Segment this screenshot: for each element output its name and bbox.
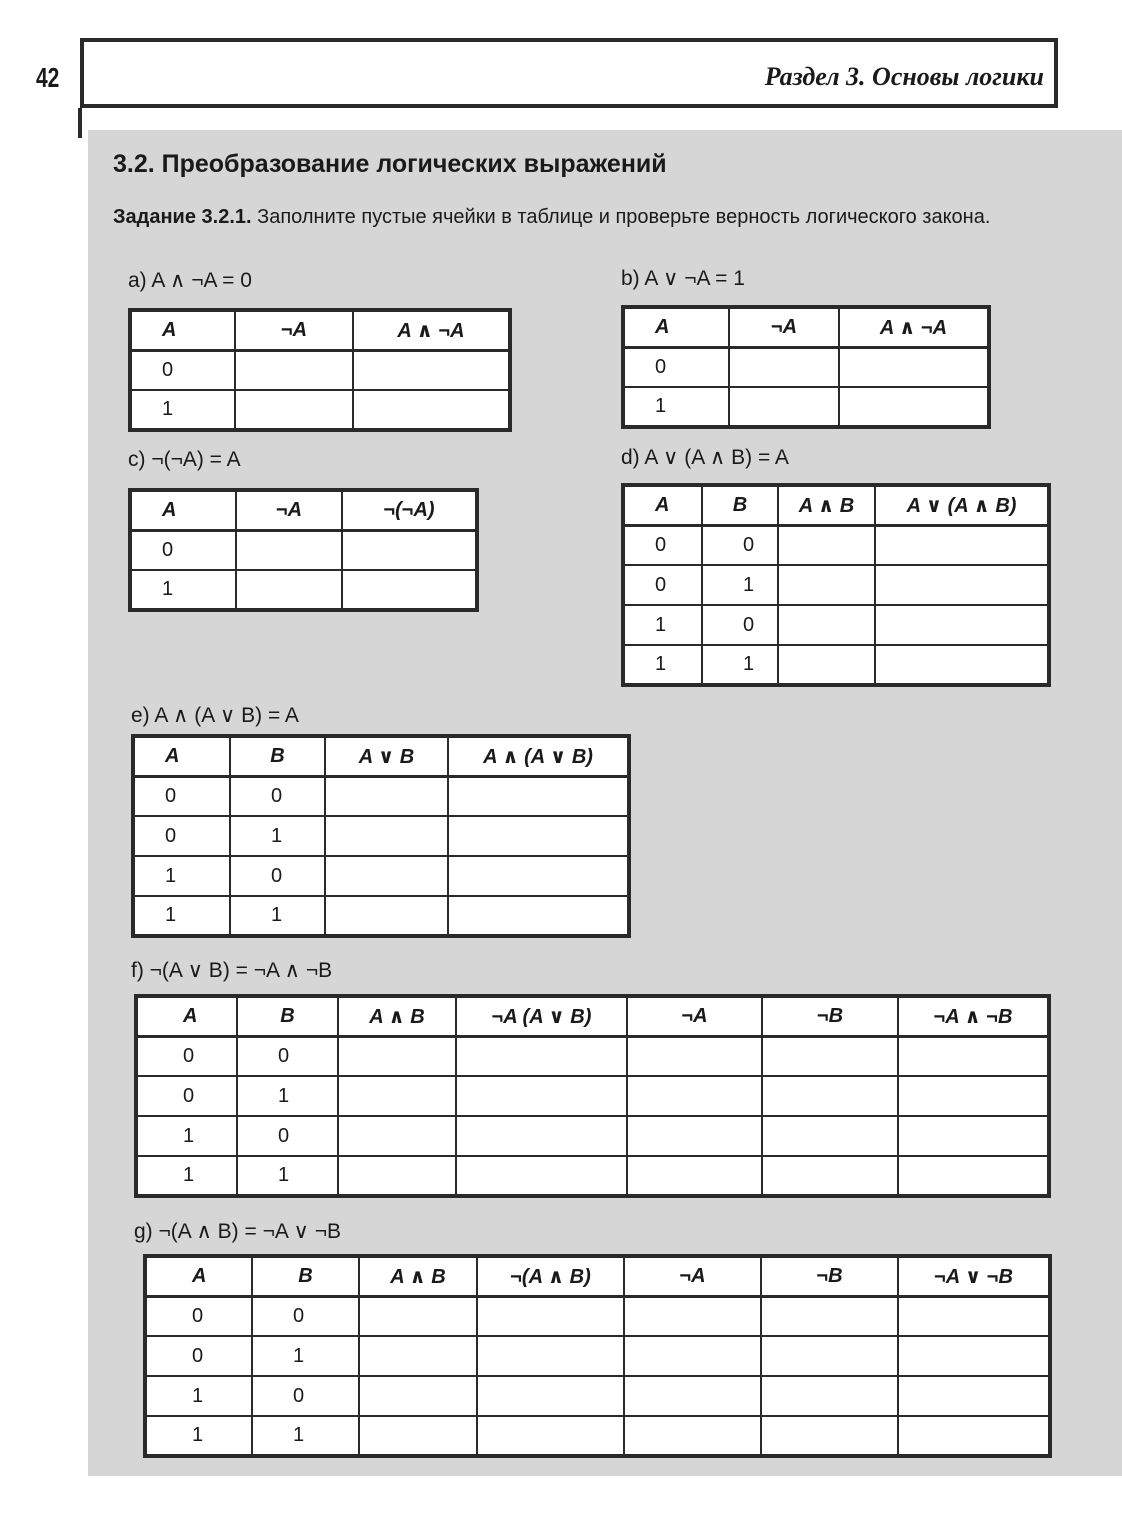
column-header: ¬A: [624, 1256, 761, 1296]
header-row: [130, 490, 477, 530]
header-row: [145, 1256, 1050, 1296]
answer-cell[interactable]: [729, 347, 839, 387]
column-header: A: [130, 310, 235, 350]
answer-cell[interactable]: [624, 1336, 761, 1376]
answer-cell[interactable]: [477, 1376, 624, 1416]
value-cell: 0: [237, 1116, 338, 1156]
answer-cell[interactable]: [761, 1416, 898, 1456]
column-header: ¬(A ∧ B): [477, 1256, 624, 1296]
column-header: A: [136, 996, 237, 1036]
value-cell: 1: [230, 896, 325, 936]
table-row: [145, 1416, 1050, 1456]
answer-cell[interactable]: [456, 1116, 627, 1156]
answer-cell[interactable]: [898, 1036, 1049, 1076]
truth-table-f: [134, 994, 1051, 1198]
answer-cell[interactable]: [338, 1076, 456, 1116]
answer-cell[interactable]: [353, 390, 510, 430]
truth-table-d: [621, 483, 1051, 687]
column-header: B: [230, 736, 325, 776]
answer-cell[interactable]: [898, 1336, 1050, 1376]
column-header: B: [702, 485, 778, 525]
truth-table-c: [128, 488, 479, 612]
answer-cell[interactable]: [839, 347, 989, 387]
answer-cell[interactable]: [762, 1116, 898, 1156]
task-statement: [113, 204, 1048, 231]
answer-cell[interactable]: [456, 1156, 627, 1196]
answer-cell[interactable]: [236, 570, 342, 610]
column-header: A ∧ B: [359, 1256, 477, 1296]
answer-cell[interactable]: [762, 1156, 898, 1196]
answer-cell[interactable]: [342, 570, 477, 610]
answer-cell[interactable]: [627, 1116, 762, 1156]
answer-cell[interactable]: [456, 1036, 627, 1076]
value-cell: 1: [702, 645, 778, 685]
value-cell: 0: [252, 1376, 359, 1416]
value-cell: 0: [623, 347, 729, 387]
value-cell: 0: [623, 525, 702, 565]
answer-cell[interactable]: [359, 1416, 477, 1456]
table-row: [136, 1036, 1049, 1076]
formula-e: e) A ∧ (A ∨ B) = A: [131, 704, 299, 727]
value-cell: 1: [130, 390, 235, 430]
value-cell: 0: [237, 1036, 338, 1076]
header-row: [623, 307, 989, 347]
column-header: ¬B: [762, 996, 898, 1036]
column-header: B: [252, 1256, 359, 1296]
answer-cell[interactable]: [624, 1376, 761, 1416]
value-cell: 0: [130, 530, 236, 570]
column-header: A: [145, 1256, 252, 1296]
answer-cell[interactable]: [875, 605, 1049, 645]
table-row: [623, 347, 989, 387]
answer-cell[interactable]: [456, 1076, 627, 1116]
answer-cell[interactable]: [898, 1376, 1050, 1416]
formula-g: g) ¬(A ∧ B) = ¬A ∨ ¬B: [134, 1220, 342, 1243]
answer-cell[interactable]: [448, 856, 629, 896]
answer-cell[interactable]: [448, 816, 629, 856]
formula-f: f) ¬(A ∨ B) = ¬A ∧ ¬B: [131, 959, 333, 982]
page-number: 42: [36, 62, 60, 93]
answer-cell[interactable]: [762, 1036, 898, 1076]
answer-cell[interactable]: [325, 856, 448, 896]
value-cell: 0: [145, 1296, 252, 1336]
answer-cell[interactable]: [338, 1036, 456, 1076]
table-row: [623, 645, 1049, 685]
answer-cell[interactable]: [839, 387, 989, 427]
table-row: [145, 1296, 1050, 1336]
value-cell: 0: [130, 350, 235, 390]
column-header: ¬B: [761, 1256, 898, 1296]
value-cell: 1: [252, 1336, 359, 1376]
column-header: A: [623, 307, 729, 347]
task-text: Заполните пустые ячейки в таблице и проверьте верность логического закона.: [257, 206, 991, 228]
table-row: [130, 530, 477, 570]
answer-cell[interactable]: [778, 565, 875, 605]
truth-table-a: [128, 308, 512, 432]
answer-cell[interactable]: [448, 896, 629, 936]
truth-table-e: [131, 734, 631, 938]
column-header: A ∧ B: [778, 485, 875, 525]
value-cell: 1: [623, 605, 702, 645]
answer-cell[interactable]: [875, 645, 1049, 685]
answer-cell[interactable]: [898, 1416, 1050, 1456]
answer-cell[interactable]: [778, 605, 875, 645]
answer-cell[interactable]: [761, 1336, 898, 1376]
answer-cell[interactable]: [325, 816, 448, 856]
column-header: ¬A: [729, 307, 839, 347]
answer-cell[interactable]: [898, 1156, 1049, 1196]
column-header: ¬A ∨ ¬B: [898, 1256, 1050, 1296]
table-row: [623, 525, 1049, 565]
value-cell: 0: [230, 776, 325, 816]
table-row: [623, 605, 1049, 645]
column-header: ¬A (A ∨ B): [456, 996, 627, 1036]
table-row: [623, 387, 989, 427]
truth-table-g: [143, 1254, 1052, 1458]
answer-cell[interactable]: [477, 1416, 624, 1456]
answer-cell[interactable]: [898, 1076, 1049, 1116]
value-cell: 0: [136, 1036, 237, 1076]
answer-cell[interactable]: [761, 1376, 898, 1416]
column-header: A ∨ B: [325, 736, 448, 776]
answer-cell[interactable]: [359, 1296, 477, 1336]
header-row: [623, 485, 1049, 525]
answer-cell[interactable]: [353, 350, 510, 390]
value-cell: 0: [145, 1336, 252, 1376]
answer-cell[interactable]: [624, 1296, 761, 1336]
column-header: ¬A: [236, 490, 342, 530]
answer-cell[interactable]: [627, 1076, 762, 1116]
value-cell: 0: [252, 1296, 359, 1336]
table-row: [130, 570, 477, 610]
answer-cell[interactable]: [236, 530, 342, 570]
header-row: [136, 996, 1049, 1036]
header-row: [130, 310, 510, 350]
column-header: ¬A: [627, 996, 762, 1036]
formula-a: a) A ∧ ¬A = 0: [128, 269, 252, 292]
column-header: A ∨ (A ∧ B): [875, 485, 1049, 525]
value-cell: 1: [237, 1156, 338, 1196]
value-cell: 1: [145, 1416, 252, 1456]
answer-cell[interactable]: [898, 1116, 1049, 1156]
chapter-header: [80, 38, 1058, 108]
value-cell: 1: [623, 645, 702, 685]
table-row: [145, 1336, 1050, 1376]
table-row: [133, 776, 629, 816]
column-header: A ∧ B: [338, 996, 456, 1036]
section-title: 3.2. Преобразование логических выражений: [113, 150, 667, 178]
answer-cell[interactable]: [627, 1156, 762, 1196]
answer-cell[interactable]: [338, 1156, 456, 1196]
divider: [78, 108, 82, 138]
table-row: [145, 1376, 1050, 1416]
value-cell: 1: [133, 856, 230, 896]
answer-cell[interactable]: [477, 1336, 624, 1376]
value-cell: 1: [623, 387, 729, 427]
answer-cell[interactable]: [875, 525, 1049, 565]
value-cell: 0: [702, 605, 778, 645]
task-label: Задание 3.2.1.: [113, 206, 252, 228]
answer-cell[interactable]: [477, 1296, 624, 1336]
answer-cell[interactable]: [235, 390, 353, 430]
answer-cell[interactable]: [325, 776, 448, 816]
column-header: A: [623, 485, 702, 525]
column-header: A: [133, 736, 230, 776]
table-row: [133, 816, 629, 856]
value-cell: 0: [133, 816, 230, 856]
answer-cell[interactable]: [235, 350, 353, 390]
value-cell: 0: [230, 856, 325, 896]
column-header: ¬A: [235, 310, 353, 350]
value-cell: 0: [623, 565, 702, 605]
answer-cell[interactable]: [875, 565, 1049, 605]
column-header: B: [237, 996, 338, 1036]
table-row: [130, 350, 510, 390]
column-header: A ∧ (A ∨ B): [448, 736, 629, 776]
formula-c: c) ¬(¬A) = A: [128, 448, 241, 471]
value-cell: 1: [130, 570, 236, 610]
answer-cell[interactable]: [778, 645, 875, 685]
table-row: [136, 1076, 1049, 1116]
answer-cell[interactable]: [729, 387, 839, 427]
answer-cell[interactable]: [761, 1296, 898, 1336]
chapter-title: Раздел 3. Основы логики: [764, 62, 1044, 91]
answer-cell[interactable]: [325, 896, 448, 936]
value-cell: 0: [136, 1076, 237, 1116]
value-cell: 1: [230, 816, 325, 856]
formula-b: b) A ∨ ¬A = 1: [621, 267, 745, 290]
answer-cell[interactable]: [359, 1376, 477, 1416]
table-row: [130, 390, 510, 430]
answer-cell[interactable]: [778, 525, 875, 565]
table-row: [136, 1156, 1049, 1196]
value-cell: 1: [145, 1376, 252, 1416]
answer-cell[interactable]: [762, 1076, 898, 1116]
answer-cell[interactable]: [627, 1036, 762, 1076]
formula-d: d) A ∨ (A ∧ B) = A: [621, 446, 789, 469]
answer-cell[interactable]: [898, 1296, 1050, 1336]
table-row: [133, 896, 629, 936]
value-cell: 0: [702, 525, 778, 565]
answer-cell[interactable]: [448, 776, 629, 816]
value-cell: 1: [702, 565, 778, 605]
table-row: [136, 1116, 1049, 1156]
value-cell: 1: [136, 1116, 237, 1156]
value-cell: 1: [237, 1076, 338, 1116]
value-cell: 1: [252, 1416, 359, 1456]
header-row: [133, 736, 629, 776]
value-cell: 0: [133, 776, 230, 816]
value-cell: 1: [133, 896, 230, 936]
column-header: ¬(¬A): [342, 490, 477, 530]
answer-cell[interactable]: [338, 1116, 456, 1156]
table-row: [133, 856, 629, 896]
column-header: A ∧ ¬A: [353, 310, 510, 350]
table-row: [623, 565, 1049, 605]
answer-cell[interactable]: [359, 1336, 477, 1376]
truth-table-b: [621, 305, 991, 429]
column-header: ¬A ∧ ¬B: [898, 996, 1049, 1036]
answer-cell[interactable]: [624, 1416, 761, 1456]
column-header: A: [130, 490, 236, 530]
answer-cell[interactable]: [342, 530, 477, 570]
value-cell: 1: [136, 1156, 237, 1196]
column-header: A ∧ ¬A: [839, 307, 989, 347]
